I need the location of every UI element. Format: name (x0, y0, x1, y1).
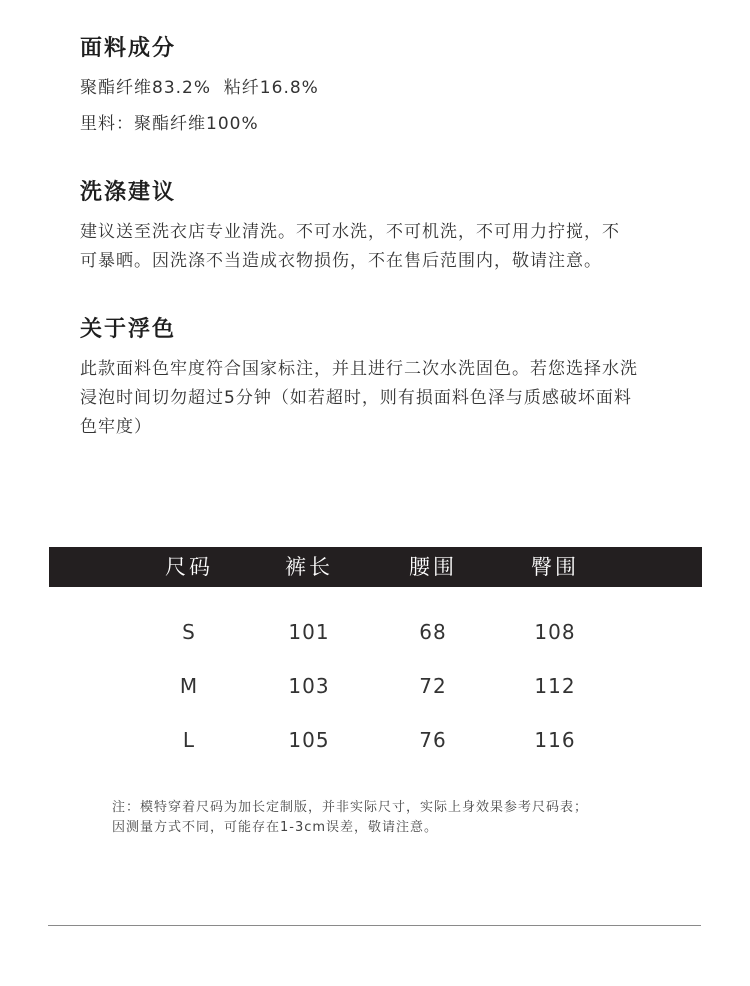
cell-size: L (182, 728, 196, 752)
color-fading-section (80, 315, 690, 442)
cell-pant-length: 103 (288, 674, 330, 698)
cell-hip: 112 (534, 674, 576, 698)
washing-advice-section (80, 178, 690, 276)
cell-pant-length: 101 (288, 620, 330, 644)
lining-composition-line: 里料：聚酯纤维100% (80, 114, 259, 134)
size-table (49, 547, 702, 767)
washing-advice-line: 建议送至洗衣店专业清洗。不可水洗，不可机洗，不可用力拧搅，不 (80, 222, 620, 242)
header-hip: 臀围 (531, 555, 579, 579)
color-fading-line: 此款面料色牢度符合国家标注，并且进行二次水洗固色。若您选择水洗 (80, 359, 638, 379)
fabric-composition-title: 面料成分 (80, 36, 177, 61)
cell-hip: 116 (534, 728, 576, 752)
cell-pant-length: 105 (288, 728, 330, 752)
fabric-composition-section (80, 34, 690, 139)
header-waist: 腰围 (409, 555, 457, 579)
header-pant-length: 裤长 (285, 555, 333, 579)
cell-waist: 72 (419, 674, 447, 698)
note-line: 因测量方式不同，可能存在1-3cm误差，敬请注意。 (112, 820, 439, 835)
color-fading-title: 关于浮色 (80, 317, 177, 342)
size-table-body (49, 605, 702, 767)
bottom-divider (48, 925, 701, 926)
washing-advice-line: 可暴晒。因洗涤不当造成衣物损伤，不在售后范围内，敬请注意。 (80, 251, 602, 271)
cell-waist: 68 (419, 620, 447, 644)
cell-hip: 108 (534, 620, 576, 644)
table-row (49, 605, 702, 659)
table-row (49, 659, 702, 713)
size-table-header (49, 547, 702, 587)
measurement-note (112, 798, 692, 838)
note-line: 注：模特穿着尺码为加长定制版，并非实际尺寸，实际上身效果参考尺码表； (112, 800, 589, 815)
cell-size: M (179, 674, 199, 698)
cell-waist: 76 (419, 728, 447, 752)
color-fading-line: 色牢度） (80, 417, 152, 437)
fabric-composition-line: 聚酯纤维83.2% 粘纤16.8% (80, 78, 319, 98)
header-size: 尺码 (165, 555, 213, 579)
cell-size: S (182, 620, 196, 644)
table-row (49, 713, 702, 767)
color-fading-line: 浸泡时间切勿超过5分钟（如若超时，则有损面料色泽与质感破坏面料 (80, 388, 632, 408)
washing-advice-title: 洗涤建议 (80, 180, 177, 205)
